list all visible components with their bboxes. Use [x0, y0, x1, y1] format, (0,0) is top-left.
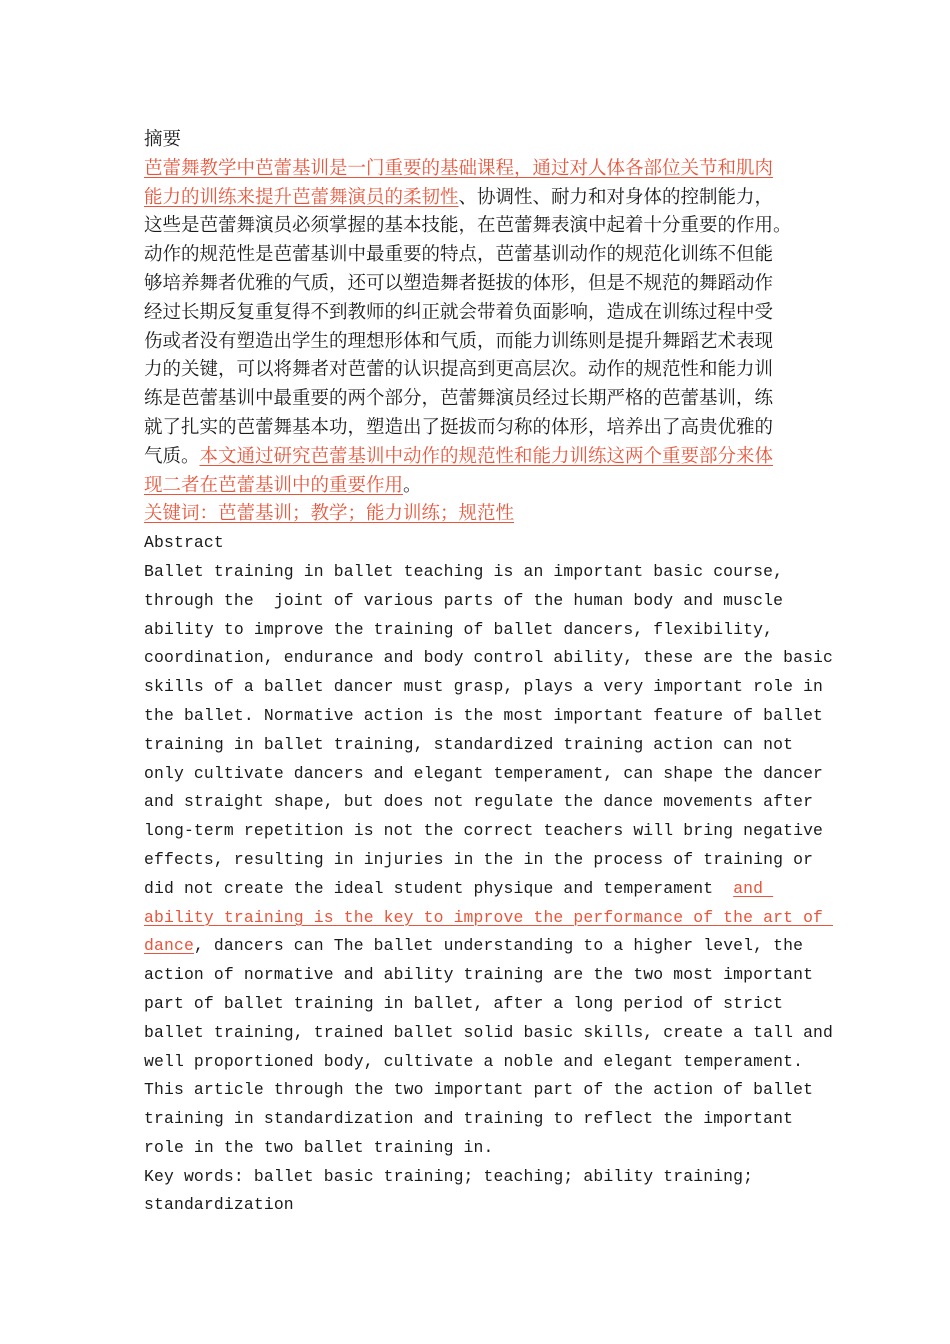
abstract-en-line — [144, 846, 814, 875]
text-run: the ballet. Normative action is the most important feature of ballet — [144, 705, 824, 725]
text-run: 这些是芭蕾舞演员必须掌握的基本技能，在芭蕾舞表演中起着十分重要的作用。 — [144, 215, 792, 237]
abstract-cn-line — [144, 184, 814, 213]
abstract-cn-line — [144, 500, 814, 529]
abstract-cn-line — [144, 241, 814, 270]
abstract-en-line — [144, 644, 834, 673]
text-run: action of normative and ability training are the two most important — [144, 965, 814, 985]
text-run: well proportioned body, cultivate a noble and elegant temperament. — [144, 1051, 804, 1071]
abstract-en-line — [144, 990, 814, 1019]
abstract-en-line — [144, 1134, 814, 1163]
abstract-en-line — [144, 932, 814, 961]
abstract-en-line — [144, 1076, 814, 1105]
text-run: 、协调性、耐力和对身体的控制能力， — [458, 186, 774, 208]
text-run: Key words: ballet basic training; teaching; ability training; — [144, 1166, 754, 1186]
abstract-cn-line — [144, 212, 814, 241]
abstract-en-line — [144, 616, 814, 645]
abstract-cn-body — [144, 155, 814, 529]
text-run: 气质。 — [144, 445, 200, 467]
text-run: 够培养舞者优雅的气质，还可以塑造舞者挺拔的体形，但是不规范的舞蹈动作 — [144, 272, 774, 294]
abstract-en-line — [144, 817, 824, 846]
text-run: standardization — [144, 1195, 294, 1215]
abstract-en-line — [144, 788, 814, 817]
abstract-en-line — [144, 731, 814, 760]
abstract-en-line — [144, 1105, 814, 1134]
abstract-cn-line — [144, 443, 814, 472]
highlighted-text: dance — [144, 936, 194, 956]
highlighted-text: 现二者在芭蕾基训中的重要作用 — [144, 474, 404, 496]
text-run: through the joint of various parts of the human body and muscle — [144, 590, 784, 610]
abstract-en-line — [144, 904, 834, 933]
text-run: 就了扎实的芭蕾舞基本功，塑造出了挺拔而匀称的体形，培养出了高贵优雅的 — [144, 416, 774, 438]
abstract-cn-line — [144, 270, 814, 299]
abstract-en-line — [144, 702, 824, 731]
text-run: 。 — [403, 474, 422, 496]
text-run: long-term repetition is not the correct teachers will bring negative — [144, 821, 824, 841]
text-run: effects, resulting in injuries in the in the process of training or — [144, 849, 814, 869]
text-run: role in the two ballet training in. — [144, 1137, 494, 1157]
abstract-cn-line — [144, 356, 814, 385]
abstract-cn-line — [144, 414, 814, 443]
highlighted-text: ability training is the key to improve the performance of the art of — [144, 907, 834, 927]
text-run: ability to improve the training of ballet dancers, flexibility, — [144, 619, 774, 639]
text-run: ballet training, trained ballet solid basic skills, create a tall and — [144, 1022, 834, 1042]
abstract-cn-line — [144, 328, 814, 357]
abstract-en-line — [144, 961, 814, 990]
abstract-en-line — [144, 587, 814, 616]
text-run: 动作的规范性是芭蕾基训中最重要的特点，芭蕾基训动作的规范化训练不但能 — [144, 244, 774, 266]
text-run: 练是芭蕾基训中最重要的两个部分，芭蕾舞演员经过长期严格的芭蕾基训，练 — [144, 388, 774, 410]
text-run: coordination, endurance and body control ability, these are the basic — [144, 648, 834, 668]
highlighted-text: 能力的训练来提升芭蕾舞演员的柔韧性 — [144, 186, 459, 208]
text-run: part of ballet training in ballet, after a long period of strict — [144, 993, 784, 1013]
abstract-en-line — [144, 760, 824, 789]
abstract-en-line — [144, 875, 814, 904]
text-run: , dancers can The ballet understanding to a higher level, the — [193, 936, 804, 956]
highlighted-text: 芭蕾舞教学中芭蕾基训是一门重要的基础课程，通过对人体各部位关节和肌肉 — [144, 157, 774, 179]
text-run: 伤或者没有塑造出学生的理想形体和气质，而能力训练则是提升舞蹈艺术表现 — [144, 330, 774, 352]
text-run: training in ballet training, standardized training action can not — [144, 734, 794, 754]
text-run: 力的关键，可以将舞者对芭蕾的认识提高到更高层次。动作的规范性和能力训 — [144, 359, 774, 381]
abstract-en-line — [144, 1191, 814, 1220]
text-run: 经过长期反复重复得不到教师的纠正就会带着负面影响，造成在训练过程中受 — [144, 301, 774, 323]
abstract-en-line — [144, 1163, 814, 1192]
text-run: This article through the two important part of the action of ballet — [144, 1080, 814, 1100]
text-run: skills of a ballet dancer must grasp, plays a very important role in — [144, 677, 824, 697]
highlighted-text: 本文通过研究芭蕾基训中动作的规范性和能力训练这两个重要部分来体 — [199, 445, 774, 467]
abstract-en-body — [144, 558, 834, 1220]
abstract-cn-line — [144, 472, 814, 501]
abstract-en-line — [144, 558, 814, 587]
highlighted-text: and — [733, 878, 774, 898]
abstract-en-line — [144, 1048, 814, 1077]
text-run: only cultivate dancers and elegant temperament, can shape the dancer — [144, 763, 824, 783]
text-run: training in standardization and training to reflect the important — [144, 1109, 794, 1129]
abstract-en-line — [144, 673, 824, 702]
abstract-cn-line — [144, 385, 814, 414]
document-page — [144, 126, 834, 1220]
text-run: and straight shape, but does not regulate the dance movements after — [144, 792, 814, 812]
abstract-cn-heading: 摘要 — [144, 129, 182, 150]
abstract-en-line — [144, 1019, 834, 1048]
abstract-en-heading: Abstract — [144, 533, 224, 553]
abstract-cn-line — [144, 299, 814, 328]
highlighted-text: 关键词：芭蕾基训；教学；能力训练；规范性 — [144, 503, 515, 525]
text-run: Ballet training in ballet teaching is an important basic course, — [144, 561, 784, 581]
text-run: did not create the ideal student physique and temperament — [144, 878, 734, 898]
abstract-cn-line — [144, 155, 814, 184]
